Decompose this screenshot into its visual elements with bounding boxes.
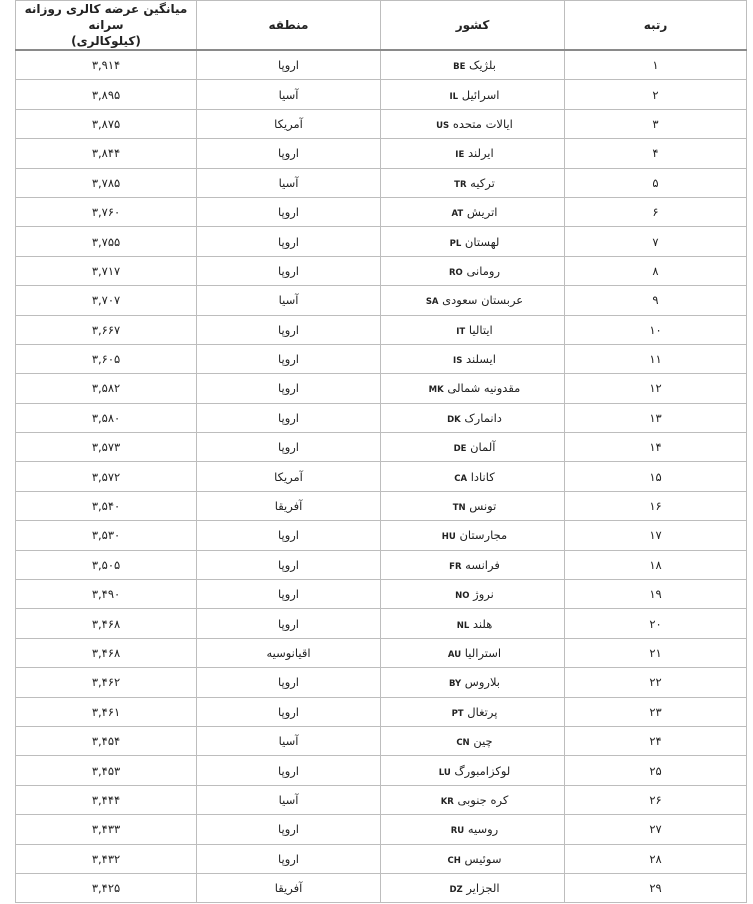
cell-region: اروپا [197,756,381,785]
cell-region: اروپا [197,256,381,285]
cell-calories: ۳,۴۶۸ [16,638,197,667]
cell-calories: ۳,۴۳۲ [16,844,197,873]
cell-rank: ۱۵ [565,462,747,491]
cell-country [381,756,565,785]
cell-country [381,726,565,755]
cell-rank: ۷ [565,227,747,256]
country-code: IS [453,356,463,367]
country-name: ایرلند [467,146,494,161]
country-code: SA [425,297,439,308]
cell-rank: ۱۷ [565,521,747,550]
country-code: LU [438,767,451,778]
country-code: AU [447,650,462,660]
cell-country [381,844,565,873]
cell-rank: ۲ [565,80,747,109]
cell-calories: ۳,۵۰۵ [16,550,197,579]
header-calories [16,1,197,51]
cell-country [381,433,565,462]
table-row [16,109,747,138]
cell-rank: ۲۷ [565,815,747,844]
cell-region: آسیا [197,168,381,197]
table-row [16,50,747,80]
cell-rank: ۵ [565,168,747,197]
cell-calories: ۳,۵۳۰ [16,521,197,550]
header-calories-line1: میانگین عرضه کالری روزانه سرانه [24,2,188,32]
cell-calories: ۳,۴۹۰ [16,580,197,609]
country-code: HU [441,532,456,543]
country-name: پرتغال [467,704,498,719]
cell-region: آسیا [197,726,381,755]
country-code: NO [455,591,470,602]
cell-rank: ۲۰ [565,609,747,638]
country-name: آلمان [470,440,496,455]
cell-country [381,256,565,285]
country-code: DK [447,414,461,425]
country-code: MK [428,385,444,396]
cell-region: اروپا [197,609,381,638]
cell-country [381,315,565,344]
country-name: ایتالیا [468,322,493,337]
cell-rank: ۲۸ [565,844,747,873]
cell-calories: ۳,۴۴۴ [16,785,197,814]
cell-rank: ۲۵ [565,756,747,785]
table-row [16,227,747,256]
country-name: اسرائیل [461,87,500,102]
cell-calories: ۳,۴۶۱ [16,697,197,726]
country-name: الجزایر [466,881,500,896]
cell-calories: ۳,۴۲۵ [16,873,197,902]
country-code: AT [451,209,464,220]
cell-rank: ۸ [565,256,747,285]
country-name: روسیه [467,822,499,837]
table-row [16,668,747,697]
country-code: US [436,120,450,131]
country-code: BY [448,679,462,690]
cell-calories: ۳,۷۰۷ [16,286,197,315]
cell-calories: ۳,۵۸۰ [16,403,197,432]
cell-region: اروپا [197,580,381,609]
table-row [16,873,747,902]
cell-rank: ۲۱ [565,638,747,667]
cell-region: آفریقا [197,491,381,520]
cell-country [381,521,565,550]
cell-region: اروپا [197,139,381,168]
cell-country [381,697,565,726]
cell-country [381,197,565,226]
table-row [16,844,747,873]
header-rank: رتبه [565,1,747,51]
country-name: لهستان [464,234,500,249]
cell-country [381,815,565,844]
table-row [16,168,747,197]
country-name: رومانی [466,263,500,278]
country-name: فرانسه [465,557,500,572]
calorie-table-container [15,0,746,903]
header-calories-line2: (کیلوکالری) [71,34,141,48]
cell-rank: ۱۳ [565,403,747,432]
cell-country [381,344,565,373]
cell-country [381,109,565,138]
cell-calories: ۳,۹۱۴ [16,50,197,80]
country-code: IT [456,326,466,337]
table-row [16,697,747,726]
country-name: لوکزامبورگ [454,763,511,778]
cell-country [381,785,565,814]
table-row [16,638,747,667]
country-code: CH [447,855,461,866]
cell-calories: ۳,۴۵۳ [16,756,197,785]
cell-rank: ۱۲ [565,374,747,403]
cell-country [381,227,565,256]
cell-calories: ۳,۴۳۳ [16,815,197,844]
cell-region: اروپا [197,668,381,697]
country-name: نروژ [473,587,494,602]
table-row [16,286,747,315]
table-row [16,550,747,579]
cell-country [381,168,565,197]
cell-region: آسیا [197,80,381,109]
cell-rank: ۲۴ [565,726,747,755]
table-row [16,726,747,755]
country-name: عربستان سعودی [442,293,524,308]
cell-rank: ۲۶ [565,785,747,814]
country-code: KR [440,796,454,807]
cell-calories: ۳,۴۵۴ [16,726,197,755]
country-code: TR [454,179,467,190]
table-row [16,785,747,814]
cell-country [381,873,565,902]
cell-rank: ۶ [565,197,747,226]
cell-rank: ۴ [565,139,747,168]
country-name: استرالیا [464,646,502,660]
cell-calories: ۳,۵۸۲ [16,374,197,403]
table-header [16,1,747,51]
country-code: RU [450,826,465,837]
country-code: IL [449,91,459,102]
country-name: ایسلند [465,352,496,367]
table-row [16,403,747,432]
cell-region: اروپا [197,374,381,403]
cell-region: اقیانوسیه [197,638,381,667]
table-row [16,256,747,285]
table-row [16,462,747,491]
country-code: CA [454,473,468,484]
table-row [16,374,747,403]
cell-country [381,374,565,403]
cell-calories: ۳,۸۹۵ [16,80,197,109]
cell-region: اروپا [197,50,381,80]
country-name: مقدونیه شمالی [447,381,521,396]
country-code: PT [451,708,464,719]
cell-calories: ۳,۶۰۵ [16,344,197,373]
cell-calories: ۳,۷۵۵ [16,227,197,256]
cell-region: اروپا [197,844,381,873]
table-row [16,80,747,109]
cell-region: اروپا [197,815,381,844]
cell-country [381,550,565,579]
country-name: هلند [472,616,493,631]
cell-region: اروپا [197,550,381,579]
cell-region: اروپا [197,521,381,550]
country-name: دانمارک [464,410,502,425]
cell-region: اروپا [197,197,381,226]
country-name: ترکیه [470,175,495,190]
country-name: سوئیس [464,851,502,866]
table-row [16,433,747,462]
country-code: FR [449,561,462,572]
country-name: اتریش [466,205,498,220]
cell-region: اروپا [197,315,381,344]
cell-calories: ۳,۷۸۵ [16,168,197,197]
cell-rank: ۱۰ [565,315,747,344]
country-name: ایالات متحده [452,116,513,131]
country-code: RO [449,267,463,278]
cell-rank: ۱۶ [565,491,747,520]
country-code: TN [452,503,466,514]
country-name: کانادا [470,469,495,484]
table-row [16,315,747,344]
country-code: PL [449,238,462,249]
country-name: کره جنوبی [457,792,509,807]
cell-calories: ۳,۵۷۳ [16,433,197,462]
table-row [16,609,747,638]
country-code: DZ [449,885,463,896]
cell-rank: ۱۱ [565,344,747,373]
table-row [16,491,747,520]
country-name: تونس [469,499,497,514]
cell-rank: ۲۹ [565,873,747,902]
cell-rank: ۳ [565,109,747,138]
country-name: بلاروس [464,675,501,690]
cell-region: آفریقا [197,873,381,902]
country-code: BE [453,62,466,73]
cell-calories: ۳,۸۴۴ [16,139,197,168]
cell-country [381,139,565,168]
country-code: IE [455,150,465,161]
table-row [16,344,747,373]
cell-region: آمریکا [197,462,381,491]
cell-country [381,609,565,638]
header-row [16,1,747,51]
cell-region: اروپا [197,227,381,256]
cell-country [381,491,565,520]
country-name: مجارستان [459,528,508,543]
cell-calories: ۳,۵۴۰ [16,491,197,520]
cell-rank: ۱ [565,50,747,80]
country-code: CN [456,738,470,749]
cell-calories: ۳,۵۷۲ [16,462,197,491]
cell-region: آسیا [197,286,381,315]
table-row [16,139,747,168]
table-body [16,50,747,903]
cell-country [381,462,565,491]
cell-region: اروپا [197,433,381,462]
table-row [16,197,747,226]
cell-rank: ۱۸ [565,550,747,579]
cell-calories: ۳,۶۶۷ [16,315,197,344]
cell-country [381,80,565,109]
cell-country [381,403,565,432]
cell-country [381,580,565,609]
cell-calories: ۳,۴۶۲ [16,668,197,697]
header-region: منطقه [197,1,381,51]
country-code: DE [453,444,467,455]
cell-region: آسیا [197,785,381,814]
cell-region: اروپا [197,697,381,726]
cell-region: اروپا [197,403,381,432]
table-row [16,521,747,550]
cell-calories: ۳,۷۱۷ [16,256,197,285]
header-country: کشور [381,1,565,51]
cell-region: اروپا [197,344,381,373]
cell-rank: ۱۴ [565,433,747,462]
table-row [16,756,747,785]
country-name: بلژیک [469,58,496,73]
cell-country [381,50,565,80]
table-row [16,580,747,609]
table-row [16,815,747,844]
cell-region: آمریکا [197,109,381,138]
cell-calories: ۳,۸۷۵ [16,109,197,138]
cell-country [381,286,565,315]
cell-rank: ۱۹ [565,580,747,609]
cell-calories: ۳,۴۶۸ [16,609,197,638]
calorie-supply-table [15,0,747,903]
cell-calories: ۳,۷۶۰ [16,197,197,226]
cell-rank: ۲۳ [565,697,747,726]
cell-country [381,638,565,667]
cell-rank: ۹ [565,286,747,315]
country-code: NL [456,620,470,631]
cell-country [381,668,565,697]
country-name: چین [473,734,493,749]
cell-rank: ۲۲ [565,668,747,697]
